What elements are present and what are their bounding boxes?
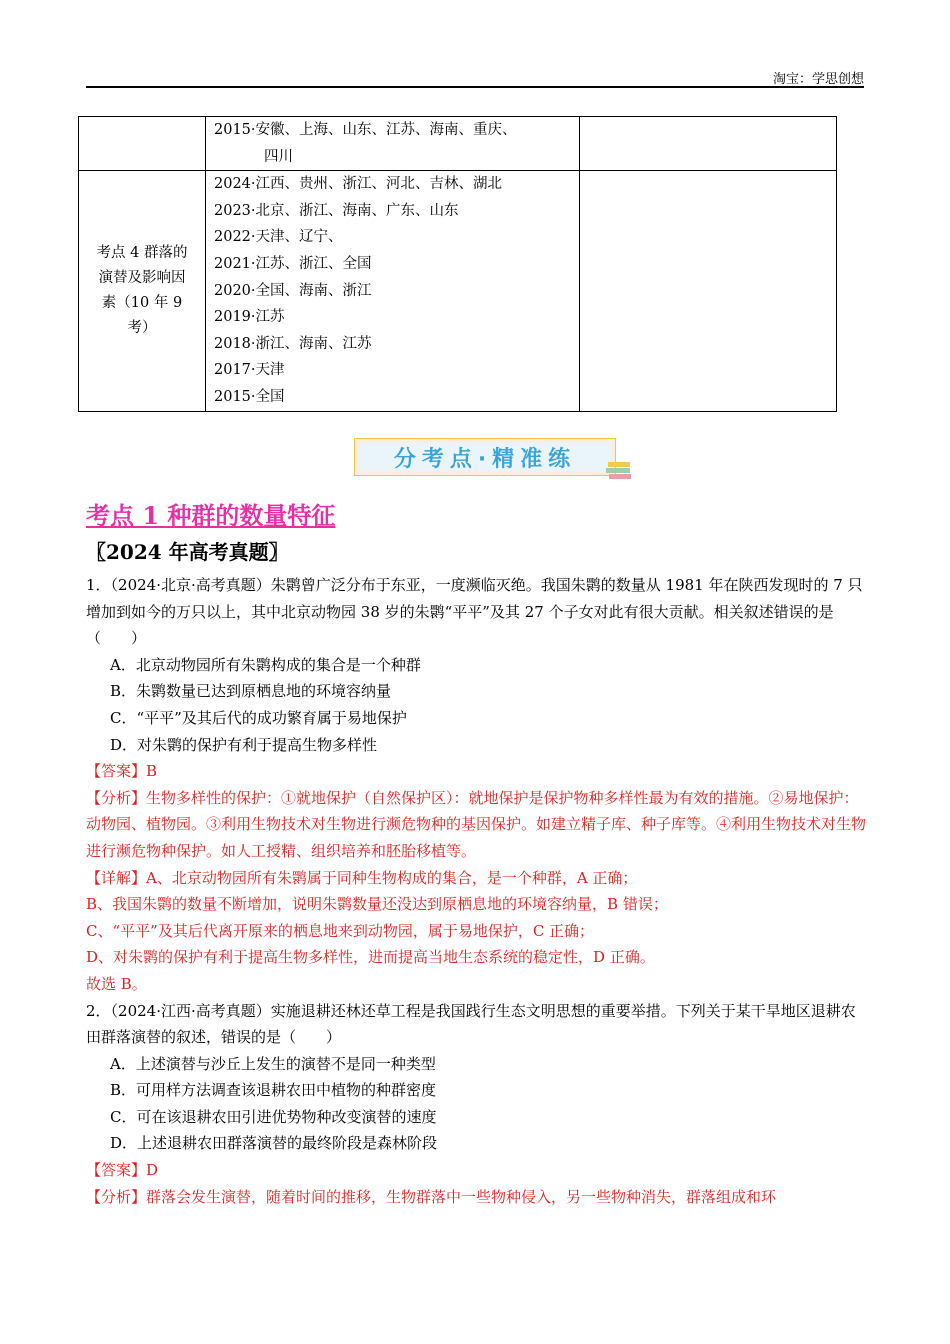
section-banner bbox=[354, 438, 616, 476]
section-title: 考点 1 种群的数量特征 bbox=[86, 501, 336, 530]
year-line: 2022·天津、辽宁、 bbox=[214, 229, 343, 246]
topic-label-line: 考点 4 群落的 bbox=[96, 244, 188, 261]
topic-label-line: 考） bbox=[127, 319, 157, 336]
option-b: B．朱鹮数量已达到原栖息地的环境容纳量 bbox=[110, 682, 392, 701]
topic-label-line: 演替及影响因 bbox=[98, 269, 186, 286]
table-cell-empty bbox=[580, 117, 837, 171]
question-content bbox=[86, 572, 866, 1210]
header-tag: 淘宝：学思创想 bbox=[772, 72, 864, 87]
section-subtitle: 〖2024 年高考真题〗 bbox=[86, 540, 289, 564]
year-line: 2019·江苏 bbox=[214, 309, 285, 326]
option-d: D．对朱鹮的保护有利于提高生物多样性 bbox=[110, 735, 378, 754]
detail-line: 【详解】A、北京动物园所有朱鹮属于同种生物构成的集合，是一个种群，A 正确； bbox=[86, 868, 638, 887]
option-b: B．可用样方法调查该退耕农田中植物的种群密度 bbox=[110, 1081, 437, 1100]
option-a: A．上述演替与沙丘上发生的演替不是同一种类型 bbox=[110, 1054, 436, 1073]
table-cell-topic bbox=[79, 171, 206, 411]
year-line: 2020·全国、海南、浙江 bbox=[214, 282, 372, 299]
year-line: 2024·江西、贵州、浙江、河北、吉林、湖北 bbox=[214, 176, 503, 193]
analysis: 【分析】生物多样性的保护：①就地保护（自然保护区）：就地保护是保护物种多样性最为有效的措施。②易地保护：动物园、植物园。③利用生物技术对生物进行濒危物种的基因保护。如建立精子库、种子库等。④利用生物技术对生物进行濒危物种保护。如人工授精、组织培养和胚胎移植等。 bbox=[86, 788, 867, 860]
exam-schedule-table bbox=[78, 116, 837, 412]
banner-text: 分考点·精准练 bbox=[359, 443, 611, 471]
table-cell-empty bbox=[580, 171, 837, 411]
question-stem: 1．（2024·北京·高考真题）朱鹮曾广泛分布于东亚，一度濒临灭绝。我国朱鹮的数量从 1981 年在陕西发现时的 7 只增加到如今的万只以上，其中北京动物园 38 岁的朱鹮“平平”及其 27 个子女对此有很大贡献。相关叙述错误的是（ ） bbox=[86, 576, 863, 648]
answer: 【答案】B bbox=[86, 762, 158, 781]
year-line: 2021·江苏、浙江、全国 bbox=[214, 255, 372, 272]
year-line: 2017·天津 bbox=[214, 362, 285, 379]
table-row bbox=[79, 117, 837, 171]
books-icon bbox=[606, 460, 634, 482]
year-line: 2018·浙江、海南、江苏 bbox=[214, 335, 372, 352]
year-line: 2023·北京、浙江、海南、广东、山东 bbox=[214, 202, 459, 219]
year-line: 2015·安徽、上海、山东、江苏、海南、重庆、 bbox=[214, 122, 517, 138]
table-cell-empty bbox=[79, 117, 206, 171]
topic-label-line: 素（10 年 9 bbox=[101, 294, 183, 311]
detail-line: 故选 B。 bbox=[86, 974, 147, 993]
table-cell-years bbox=[206, 117, 580, 171]
year-line: 四川 bbox=[264, 148, 293, 165]
answer: 【答案】D bbox=[86, 1161, 159, 1180]
question-stem: 2．（2024·江西·高考真题）实施退耕还林还草工程是我国践行生态文明思想的重要举措。下列关于某干旱地区退耕农田群落演替的叙述，错误的是（ ） bbox=[86, 1001, 856, 1047]
option-c: C．可在该退耕农田引进优势物种改变演替的速度 bbox=[110, 1107, 437, 1126]
option-c: C．“平平”及其后代的成功繁育属于易地保护 bbox=[110, 708, 407, 727]
option-a: A．北京动物园所有朱鹮构成的集合是一个种群 bbox=[110, 655, 421, 674]
table-cell-years bbox=[206, 171, 580, 411]
analysis: 【分析】群落会发生演替，随着时间的推移，生物群落中一些物种侵入，另一些物种消失，群落组成和环 bbox=[86, 1187, 777, 1206]
year-line: 2015·全国 bbox=[214, 388, 285, 405]
detail-line: B、我国朱鹮的数量不断增加，说明朱鹮数量还没达到原栖息地的环境容纳量，B 错误； bbox=[86, 895, 668, 914]
detail-line: C、“平平”及其后代离开原来的栖息地来到动物园，属于易地保护，C 正确； bbox=[86, 921, 595, 940]
table-row bbox=[79, 171, 837, 411]
detail-line: D、对朱鹮的保护有利于提高生物多样性，进而提高当地生态系统的稳定性，D 正确。 bbox=[86, 948, 655, 967]
option-d: D．上述退耕农田群落演替的最终阶段是森林阶段 bbox=[110, 1134, 438, 1153]
header-divider bbox=[86, 86, 864, 88]
